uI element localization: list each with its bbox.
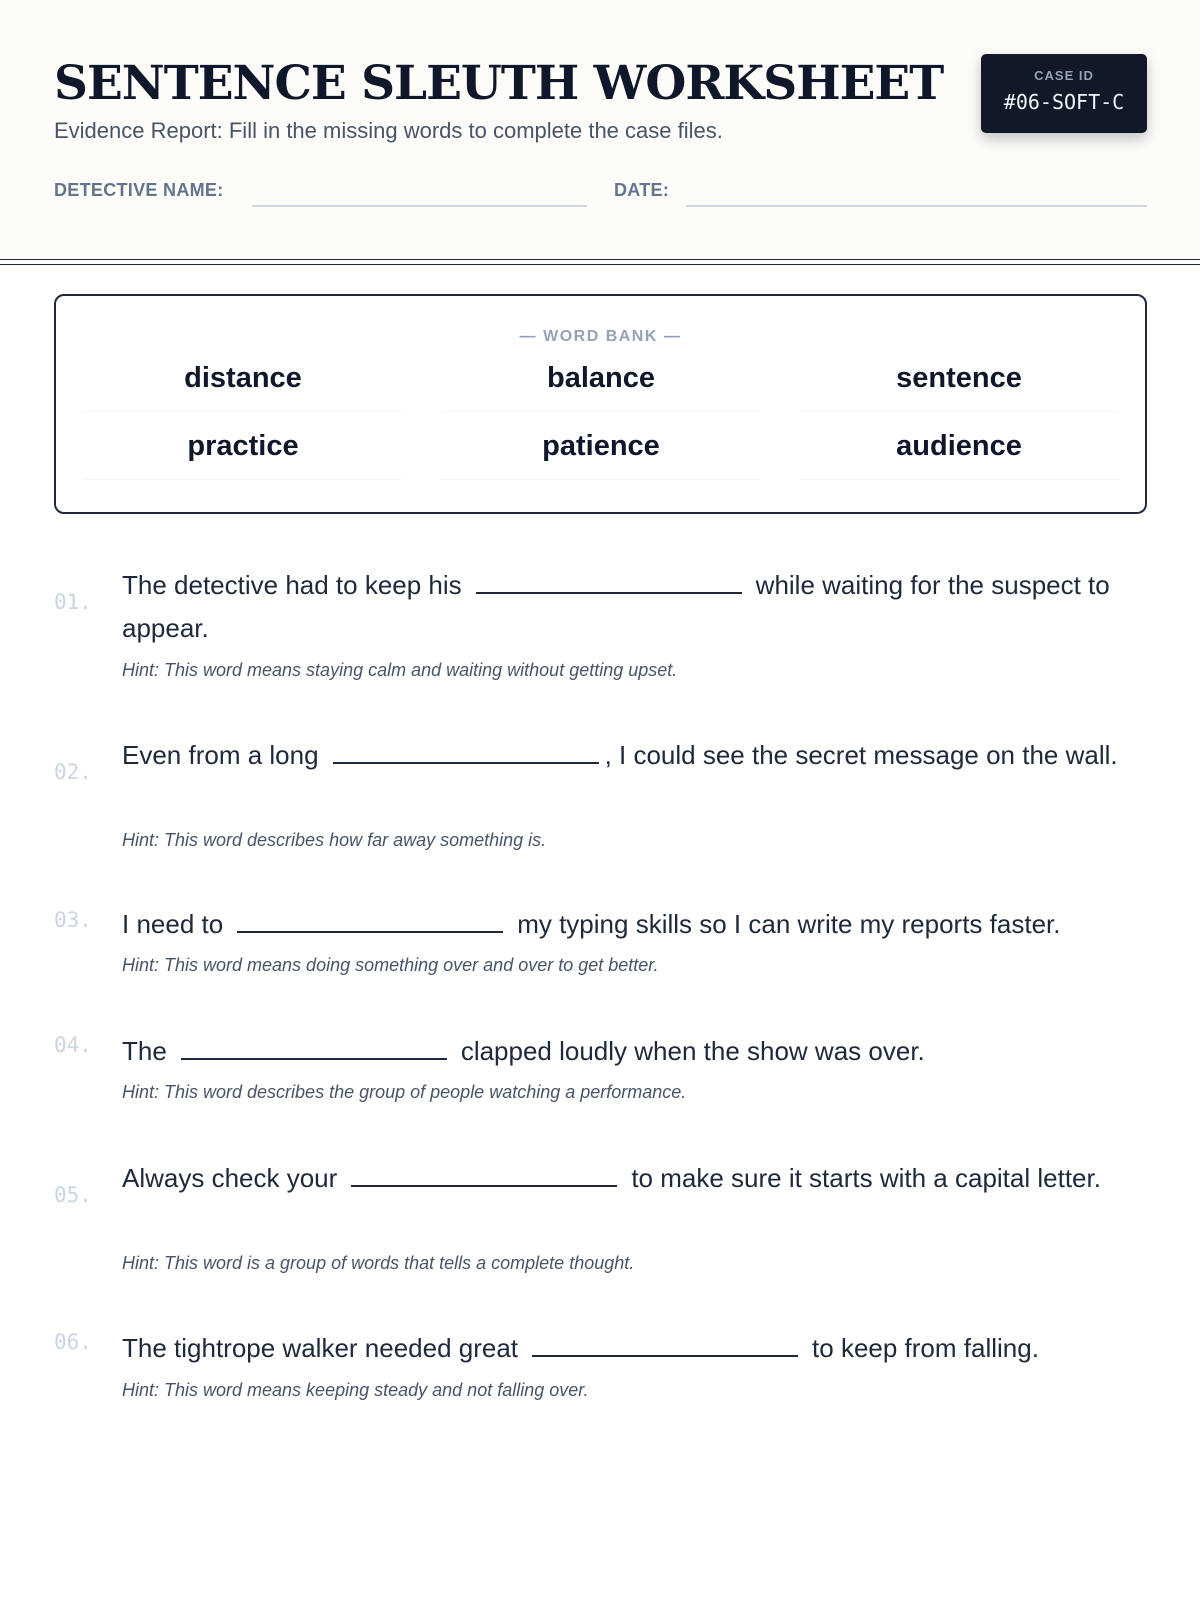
case-id-badge <box>981 54 1147 133</box>
question-number: 02. <box>54 760 92 784</box>
case-id-value: #06-SOFT-C <box>1003 90 1125 114</box>
page-title: SENTENCE SLEUTH WORKSHEET <box>54 56 944 111</box>
case-id-label: CASE ID <box>1034 68 1094 83</box>
worksheet-header <box>0 0 1200 260</box>
word-bank-item: sentence <box>800 354 1118 412</box>
question-number: 03. <box>54 908 92 932</box>
question-number: 01. <box>54 590 92 614</box>
question-sentence <box>122 564 1152 650</box>
sentence-before: The tightrope walker needed great <box>122 1333 519 1363</box>
word-bank-item: audience <box>800 422 1118 480</box>
sentence-after: clapped loudly when the show was over. <box>460 1036 925 1066</box>
sentence-after: my typing skills so I can write my reports faster. <box>517 909 1061 939</box>
header-divider <box>0 264 1200 265</box>
question-sentence <box>122 734 1152 777</box>
question-hint: Hint: This word means staying calm and waiting without getting upset. <box>122 660 678 680</box>
sentence-after: to keep from falling. <box>812 1333 1039 1363</box>
detective-name-field[interactable] <box>252 205 587 207</box>
sentence-before: I need to <box>122 909 224 939</box>
word-bank-item: balance <box>442 354 760 412</box>
question-hint: Hint: This word describes the group of people watching a performance. <box>122 1082 687 1102</box>
detective-name-label: DETECTIVE NAME: <box>54 180 224 200</box>
question-hint: Hint: This word means keeping steady and not falling over. <box>122 1380 589 1400</box>
date-label: DATE: <box>614 180 670 200</box>
sentence-after: , I could see the secret message on the wall. <box>604 740 1118 770</box>
sentence-before: The detective had to keep his <box>122 570 462 600</box>
word-bank-title: — WORD BANK — <box>519 328 682 345</box>
sentence-after: to make sure it starts with a capital letter. <box>631 1163 1101 1193</box>
question-number: 04. <box>54 1033 92 1057</box>
question-hint: Hint: This word describes how far away something is. <box>122 830 547 850</box>
question-sentence <box>122 1030 1152 1073</box>
answer-blank[interactable] <box>333 762 599 764</box>
question-hint: Hint: This word means doing something over and over to get better. <box>122 955 659 975</box>
answer-blank[interactable] <box>351 1185 617 1187</box>
question-hint: Hint: This word is a group of words that tells a complete thought. <box>122 1253 635 1273</box>
answer-blank[interactable] <box>532 1355 798 1357</box>
word-bank-item: distance <box>84 354 402 412</box>
sentence-before: Even from a long <box>122 740 319 770</box>
date-field[interactable] <box>686 205 1147 207</box>
word-bank-item: practice <box>84 422 402 480</box>
sentence-before: Always check your <box>122 1163 338 1193</box>
word-bank <box>54 294 1147 514</box>
answer-blank[interactable] <box>237 931 503 933</box>
answer-blank[interactable] <box>476 592 742 594</box>
question-number: 05. <box>54 1183 92 1207</box>
page-subtitle: Evidence Report: Fill in the missing words to complete the case files. <box>54 118 723 143</box>
question-sentence <box>122 1157 1152 1200</box>
sentence-after: while waiting for the suspect to appear. <box>122 570 1110 643</box>
question-sentence <box>122 1327 1152 1370</box>
answer-blank[interactable] <box>181 1058 447 1060</box>
sentence-before: The <box>122 1036 167 1066</box>
word-bank-item: patience <box>442 422 760 480</box>
question-number: 06. <box>54 1330 92 1354</box>
question-sentence <box>122 903 1152 946</box>
